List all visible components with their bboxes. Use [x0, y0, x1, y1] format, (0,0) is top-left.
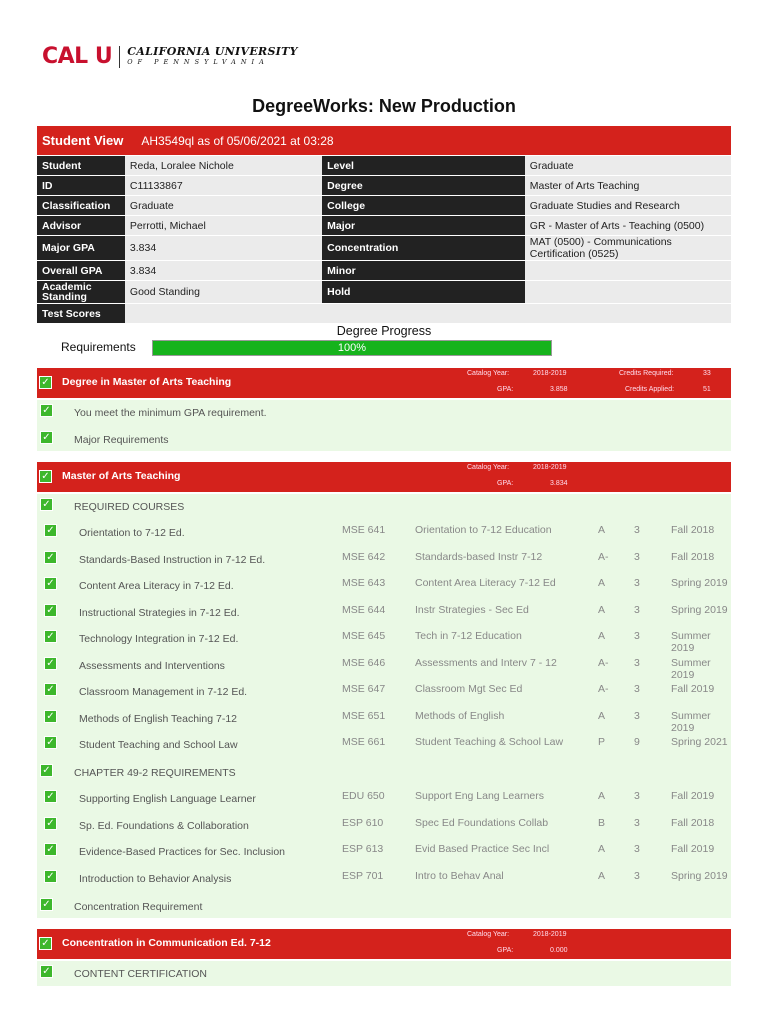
course-grade: A-	[598, 683, 609, 695]
meta-key: GPA:	[497, 480, 514, 487]
degree-progress-title: Degree Progress	[336, 324, 432, 338]
block-major-body	[37, 494, 731, 918]
check-icon: ✓	[44, 577, 57, 590]
meta-value: 33	[703, 370, 711, 377]
course-row[interactable]	[37, 710, 731, 736]
info-value: Graduate	[525, 156, 731, 175]
course-grade: A	[598, 577, 606, 589]
course-requirement: Student Teaching and School Law	[79, 739, 238, 751]
course-credits: 3	[634, 790, 640, 802]
info-key: ID	[37, 176, 125, 195]
course-code[interactable]: EDU 650	[342, 790, 385, 802]
university-logo	[42, 44, 298, 69]
meta-value: 2018-2019	[533, 931, 567, 938]
course-title: Intro to Behav Anal	[415, 869, 504, 882]
check-icon: ✓	[44, 630, 57, 643]
progress-bar	[152, 340, 552, 356]
info-key-line1: Academic	[42, 281, 92, 293]
info-value: Good Standing	[125, 281, 322, 303]
check-icon: ✓	[44, 551, 57, 564]
info-key: Advisor	[37, 216, 125, 235]
info-key: Overall GPA	[37, 261, 125, 280]
meta-key: GPA:	[497, 386, 514, 393]
course-credits: 3	[634, 869, 640, 882]
logo-divider	[119, 46, 120, 68]
course-grade: A-	[598, 550, 609, 563]
info-key: Test Scores	[37, 304, 125, 323]
course-term: Summer 2019	[671, 709, 711, 734]
course-code[interactable]: ESP 610	[342, 816, 384, 829]
course-title: Tech in 7-12 Education	[415, 630, 522, 642]
info-value	[125, 304, 322, 323]
course-term: Summer 2019	[671, 630, 711, 654]
course-requirement: Introduction to Behavior Analysis	[79, 872, 232, 885]
course-code[interactable]: MSE 646	[342, 656, 386, 669]
course-grade: B	[598, 816, 606, 829]
student-view-label: Student View	[42, 133, 124, 148]
course-requirement: Technology Integration in 7-12 Ed.	[79, 633, 239, 645]
course-credits: 3	[634, 524, 640, 536]
logo-mark: CAL U	[42, 44, 113, 69]
list-item[interactable]	[37, 431, 731, 457]
check-icon: ✓	[40, 498, 53, 511]
check-icon: ✓	[40, 965, 53, 978]
info-value: 3.834	[125, 261, 322, 280]
page-title: DegreeWorks: New Production	[252, 96, 516, 116]
course-term: Spring 2019	[671, 603, 728, 616]
course-credits: 3	[634, 550, 640, 563]
info-key-line2: Standing	[42, 291, 87, 303]
meta-key: Credits Required:	[619, 370, 674, 377]
course-term: Spring 2021	[671, 736, 728, 748]
section-heading-label: CHAPTER 49-2 REQUIREMENTS	[74, 767, 236, 779]
check-icon: ✓	[39, 376, 52, 389]
course-row[interactable]	[37, 577, 731, 603]
requirement-label: Concentration Requirement	[74, 901, 203, 913]
course-code[interactable]: MSE 642	[342, 550, 386, 563]
course-term: Spring 2019	[671, 869, 728, 882]
section-heading-label: REQUIRED COURSES	[74, 501, 185, 513]
course-term: Fall 2018	[671, 816, 715, 829]
course-code[interactable]: MSE 651	[342, 709, 386, 722]
check-icon: ✓	[44, 524, 57, 537]
course-title: Content Area Literacy 7-12 Ed	[415, 577, 556, 589]
section-heading	[37, 965, 731, 991]
section-heading	[37, 764, 731, 790]
info-key: Concentration	[322, 236, 525, 260]
course-requirement: Standards-Based Instruction in 7-12 Ed.	[79, 553, 266, 566]
course-row[interactable]	[37, 630, 731, 656]
course-title: Instr Strategies - Sec Ed	[415, 603, 529, 616]
course-term: Fall 2019	[671, 843, 715, 855]
course-requirement: Sp. Ed. Foundations & Collaboration	[79, 819, 249, 832]
course-term: Fall 2019	[671, 683, 715, 695]
check-icon: ✓	[44, 817, 57, 830]
course-code[interactable]: MSE 643	[342, 577, 386, 589]
course-code[interactable]: MSE 661	[342, 736, 386, 748]
student-view-header	[37, 126, 731, 155]
info-key: Major	[322, 216, 525, 235]
course-requirement: Supporting English Language Learner	[79, 793, 256, 805]
course-term: Summer 2019	[671, 656, 711, 681]
course-grade: A	[598, 843, 606, 855]
course-term: Fall 2018	[671, 524, 715, 536]
course-row[interactable]	[37, 551, 731, 577]
course-row[interactable]	[37, 736, 731, 762]
course-grade: A	[598, 709, 606, 722]
course-requirement: Orientation to 7-12 Ed.	[79, 527, 185, 539]
info-key: Minor	[322, 261, 525, 280]
course-credits: 3	[634, 577, 640, 589]
course-requirement: Content Area Literacy in 7-12 Ed.	[79, 580, 234, 592]
student-view-subtitle: AH3549ql as of 05/06/2021 at 03:28	[141, 133, 334, 148]
info-value	[525, 261, 731, 280]
info-key: Hold	[322, 281, 525, 303]
meta-value: 3.858	[550, 386, 568, 393]
check-icon: ✓	[44, 657, 57, 670]
course-row[interactable]	[37, 790, 731, 816]
list-item	[37, 404, 731, 430]
meta-key: Catalog Year:	[467, 931, 510, 938]
course-row[interactable]	[37, 604, 731, 630]
course-term: Fall 2019	[671, 790, 715, 802]
block-degree-header[interactable]	[37, 368, 731, 398]
meta-value: 0.000	[550, 947, 568, 954]
course-title: Spec Ed Foundations Collab	[415, 816, 549, 829]
block-title: Concentration in Communication Ed. 7-12	[62, 937, 271, 949]
info-value	[525, 304, 731, 323]
check-icon: ✓	[40, 431, 53, 444]
course-grade: A-	[598, 656, 609, 669]
info-key: Level	[322, 156, 525, 175]
course-row[interactable]	[37, 524, 731, 550]
meta-value: 51	[703, 386, 711, 393]
info-value: 3.834	[125, 236, 322, 260]
block-concentration-header[interactable]	[37, 929, 731, 959]
info-value: Graduate Studies and Research	[525, 196, 731, 215]
section-heading	[37, 498, 731, 524]
course-row[interactable]	[37, 817, 731, 843]
check-icon: ✓	[44, 870, 57, 883]
course-code[interactable]: MSE 641	[342, 524, 386, 536]
block-major-header[interactable]	[37, 462, 731, 492]
course-requirement: Classroom Management in 7-12 Ed.	[79, 686, 248, 698]
course-code[interactable]: MSE 644	[342, 603, 386, 616]
check-icon: ✓	[44, 790, 57, 803]
course-title: Evid Based Practice Sec Incl	[415, 843, 550, 855]
course-requirement: Assessments and Interventions	[79, 659, 225, 672]
info-value: Graduate	[125, 196, 322, 215]
course-requirement: Instructional Strategies in 7-12 Ed.	[79, 606, 240, 619]
info-key: Major GPA	[37, 236, 125, 260]
info-key: Classification	[37, 196, 125, 215]
course-grade: A	[598, 630, 606, 642]
course-code[interactable]: ESP 701	[342, 869, 384, 882]
course-grade: A	[598, 869, 606, 882]
check-icon: ✓	[44, 736, 57, 749]
list-item[interactable]	[37, 898, 731, 924]
check-icon: ✓	[40, 898, 53, 911]
check-icon: ✓	[44, 710, 57, 723]
course-title: Standards-based Instr 7-12	[415, 550, 543, 563]
section-heading-label: CONTENT CERTIFICATION	[74, 968, 208, 980]
info-key: College	[322, 196, 525, 215]
course-credits: 3	[634, 683, 640, 695]
info-value	[525, 281, 731, 303]
check-icon: ✓	[39, 470, 52, 483]
course-row[interactable]	[37, 843, 731, 869]
info-value: C11133867	[125, 176, 322, 195]
course-row[interactable]	[37, 657, 731, 683]
course-code[interactable]: MSE 645	[342, 630, 386, 642]
course-title: Methods of English	[415, 709, 505, 722]
info-key: Student	[37, 156, 125, 175]
course-row[interactable]	[37, 870, 731, 896]
course-grade: P	[598, 736, 606, 748]
course-title: Classroom Mgt Sec Ed	[415, 683, 523, 695]
info-value: Reda, Loralee Nichole	[125, 156, 322, 175]
meta-key: GPA:	[497, 947, 514, 954]
course-requirement: Evidence-Based Practices for Sec. Inclusion	[79, 846, 286, 858]
course-credits: 3	[634, 603, 640, 616]
course-term: Spring 2019	[671, 577, 728, 589]
check-icon: ✓	[40, 764, 53, 777]
course-requirement: Methods of English Teaching 7-12	[79, 712, 237, 725]
meta-value: 2018-2019	[533, 370, 567, 377]
course-credits: 3	[634, 843, 640, 855]
check-icon: ✓	[44, 683, 57, 696]
info-value	[322, 304, 525, 323]
course-row[interactable]	[37, 683, 731, 709]
block-title: Master of Arts Teaching	[62, 470, 181, 482]
course-code[interactable]: MSE 647	[342, 683, 386, 695]
block-concentration-body	[37, 961, 731, 986]
check-icon: ✓	[39, 937, 52, 950]
course-grade: A	[598, 603, 606, 616]
info-value: GR - Master of Arts - Teaching (0500)	[525, 216, 731, 235]
info-key: Degree	[322, 176, 525, 195]
course-credits: 3	[634, 709, 640, 722]
course-term: Fall 2018	[671, 550, 715, 563]
block-title: Degree in Master of Arts Teaching	[62, 376, 232, 388]
progress-fill: 100%	[153, 341, 551, 355]
course-title: Orientation to 7-12 Education	[415, 524, 552, 536]
course-grade: A	[598, 524, 606, 536]
meta-key: Catalog Year:	[467, 370, 510, 377]
check-icon: ✓	[44, 843, 57, 856]
logo-name-line2: OF PENNSYLVANIA	[127, 58, 269, 66]
course-credits: 9	[634, 736, 640, 748]
info-key	[37, 281, 125, 303]
block-degree-body	[37, 400, 731, 451]
requirement-label: Major Requirements	[74, 434, 169, 446]
course-credits: 3	[634, 656, 640, 669]
meta-value: 2018-2019	[533, 464, 567, 471]
info-value: Master of Arts Teaching	[525, 176, 731, 195]
course-title: Student Teaching & School Law	[415, 736, 564, 748]
course-grade: A	[598, 790, 606, 802]
course-code[interactable]: ESP 613	[342, 843, 384, 855]
course-credits: 3	[634, 630, 640, 642]
logo-name-line1: CALIFORNIA UNIVERSITY	[127, 45, 298, 58]
meta-value: 3.834	[550, 480, 568, 487]
meta-key: Catalog Year:	[467, 464, 510, 471]
meta-key: Credits Applied:	[625, 386, 675, 393]
check-icon: ✓	[44, 604, 57, 617]
progress-label: Requirements	[61, 340, 136, 354]
course-title: Assessments and Interv 7 - 12	[415, 656, 557, 669]
course-credits: 3	[634, 816, 640, 829]
check-icon: ✓	[40, 404, 53, 417]
info-value: MAT (0500) - Communications Certification (0525)	[525, 236, 731, 260]
student-info-table	[37, 155, 731, 324]
info-value: Perrotti, Michael	[125, 216, 322, 235]
requirement-label: You meet the minimum GPA requirement.	[74, 407, 267, 419]
course-title: Support Eng Lang Learners	[415, 790, 545, 802]
